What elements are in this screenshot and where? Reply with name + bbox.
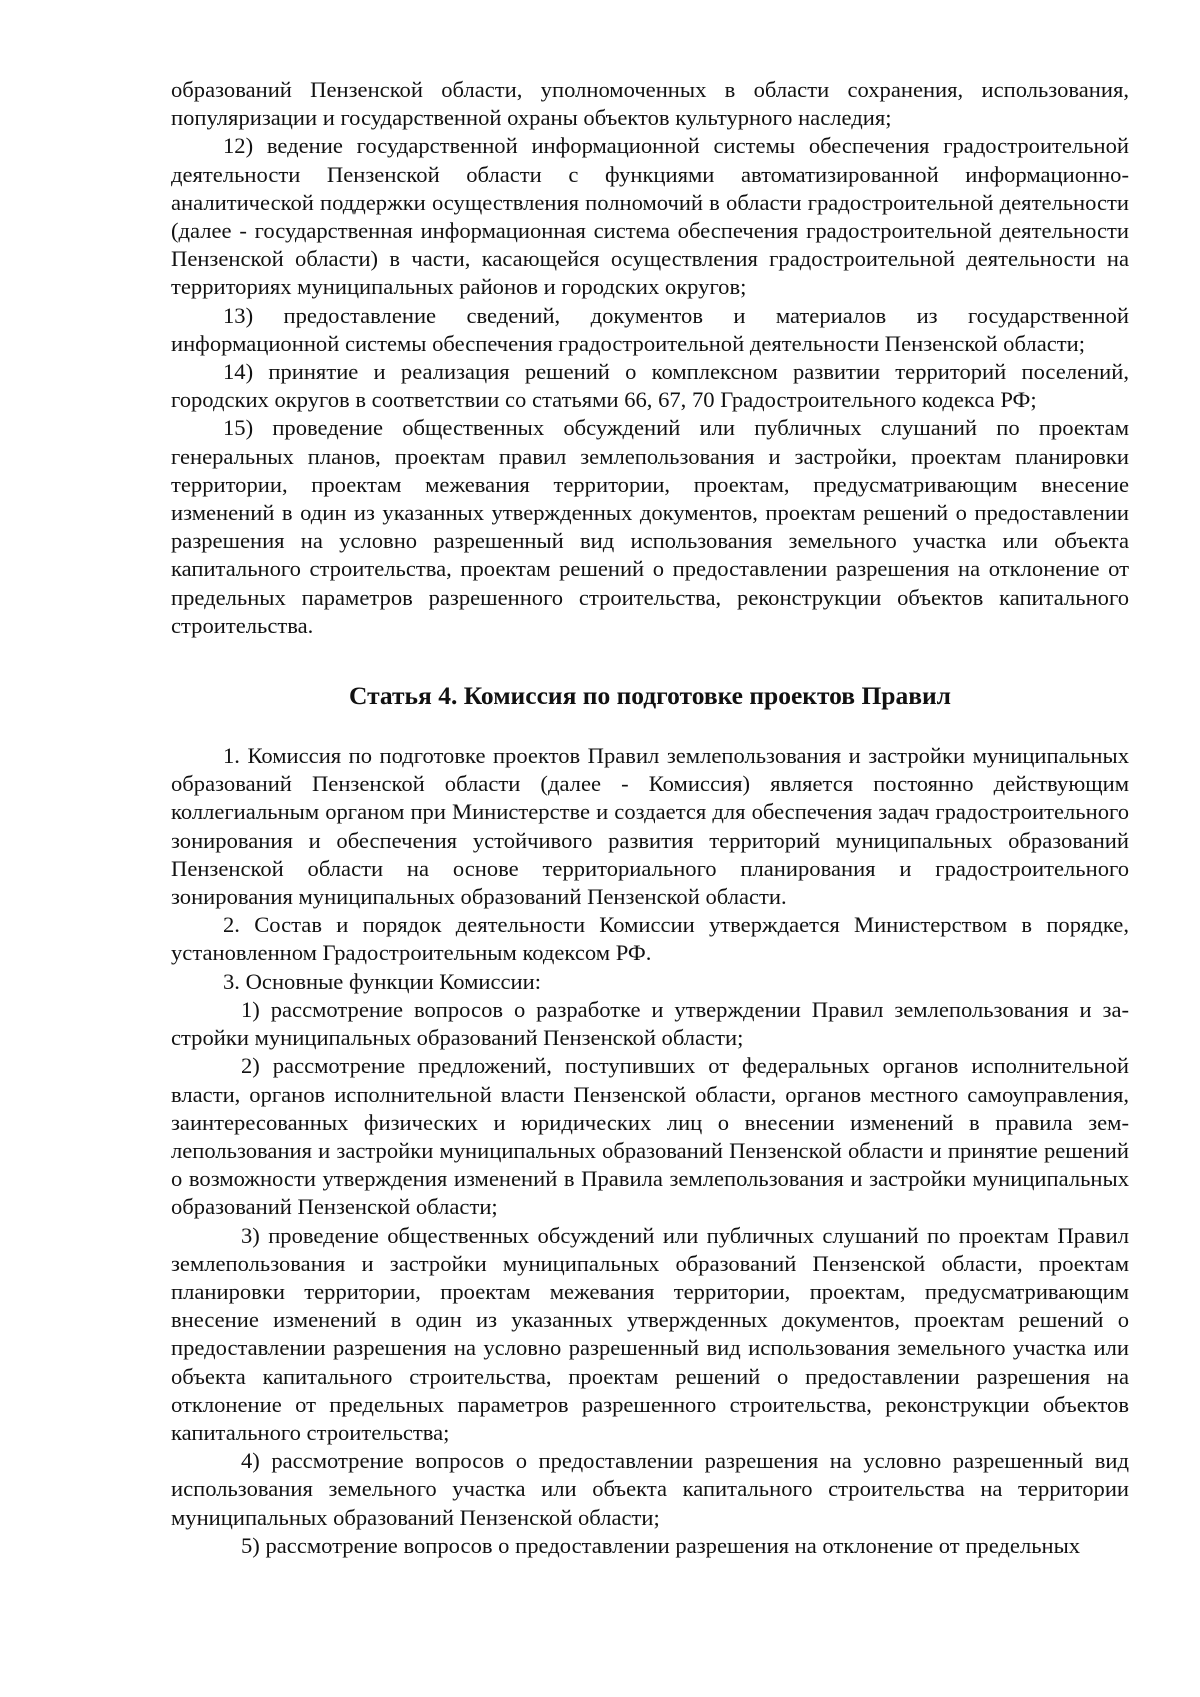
paragraph-continuation: образований Пензенской области, уполномоченных в области сохранения, использования, популяризации и государственной охраны объектов культурного наследия; [171, 77, 1129, 131]
article-heading: Статья 4. Комиссия по подготовке проектов Правил [349, 681, 951, 711]
article-paragraph-3: 3. Основные функции Комиссии: [223, 968, 542, 994]
function-item-2: 2) рассмотрение предложений, поступивших от федеральных органов исполнительной власти, органов исполнительной власти Пензенской области, органов местного самоуправления, заинтересованных физических и юридических лиц о внесении изменений в правила землепользования и застройки муниципальных образований Пензенской области и принятие решений о возможности утверждения изменений в Правила землепользования и застройки муниципальных образований Пензенской области; [171, 1053, 1129, 1220]
document-page [171, 76, 1129, 1560]
function-item-3: 3) проведение общественных обсуждений или публичных слушаний по проектам Правил землепользования и застройки муниципальных образований Пензенской области, проектам планировки территории, проектам межевания территории, проектам, предусматривающим внесение изменений в один из указанных утвержденных документов, проектам решений о предоставлении разрешения на условно разрешенный вид использования земельного участка или объекта капитального строительства, проектам решений о предоставлении разрешения на отклонение от предельных параметров разрешенного строительства, реконструкции объектов капитального строительства; [171, 1222, 1129, 1445]
function-item-4: 4) рассмотрение вопросов о предоставлении разрешения на условно разрешенный вид использования земельного участка или объекта капитального строительства на территории муниципальных образований Пензенской области; [171, 1448, 1129, 1530]
list-item-13: 13) предоставление сведений, документов и материалов из государственной информационной системы обеспечения градостроительной деятельности Пензенской области; [171, 302, 1129, 356]
list-item-15: 15) проведение общественных обсуждений или публичных слушаний по проектам генеральных планов, проектам правил землепользования и застройки, проектам планировки территории, проектам межевания территории, проектам, предусматривающим внесение изменений в один из указанных утвержденных документов, проектам решений о предоставлении разрешения на условно разрешенный вид использования земельного участка или объекта капитального строительства, проектам решений о предоставлении разрешения на отклонение от предельных параметров разрешенного строительства, реконструкции объектов капитального строительства. [171, 415, 1129, 638]
function-item-1: 1) рассмотрение вопросов о разработке и утверждении Правил землепользования и застройки муниципальных образований Пензенской области; [171, 996, 1129, 1051]
list-item-12: 12) ведение государственной информационной системы обеспечения градостроительной деятельности Пензенской области с функциями автоматизированной информационно-аналитической поддержки осуществления полномочий в области градостроительной деятельности (далее - государственная информационная система обеспечения градостроительной деятельности Пензенской области) в части, касающейся осуществления градостроительной деятельности на территориях муниципальных районов и городских округов; [171, 133, 1129, 300]
list-item-14: 14) принятие и реализация решений о комплексном развитии территорий поселений, городских округов в соответствии со статьями 66, 67, 70 Градостроительного кодекса РФ; [171, 359, 1129, 413]
article-paragraph-2: 2. Состав и порядок деятельности Комиссии утверждается Министерством в порядке, установленном Градостроительным кодексом РФ. [171, 912, 1129, 966]
article-paragraph-1: 1. Комиссия по подготовке проектов Правил землепользования и застройки муниципальных образований Пензенской области (далее - Комиссия) является постоянно действующим коллегиальным органом при Министерстве и создается для обеспечения задач градостроительного зонирования и обеспечения устойчивого развития территорий муниципальных образований Пензенской области на основе территориального планирования и градостроительного зонирования муниципальных образований Пензенской области. [171, 743, 1129, 910]
function-item-5: 5) рассмотрение вопросов о предоставлении разрешения на отклонение от предельных [241, 1532, 1081, 1558]
